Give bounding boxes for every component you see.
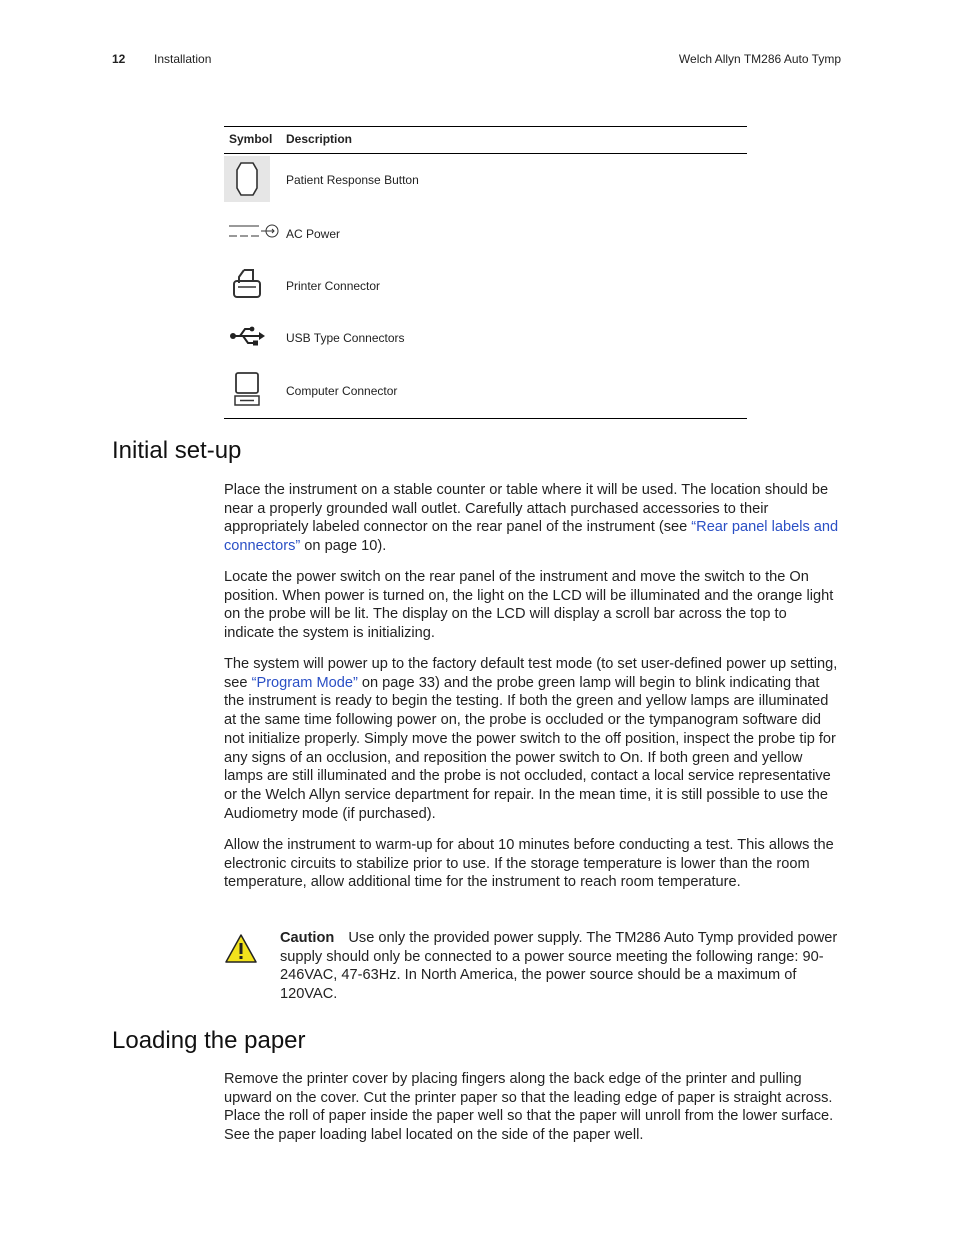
caution-label: Caution xyxy=(280,930,335,946)
document-title: Welch Allyn TM286 Auto Tymp xyxy=(678,52,841,66)
caution-text-block xyxy=(280,929,840,1004)
paragraph: Allow the instrument to warm-up for about 10 minutes before conducting a test. This allows the electronic circuits to stabilize prior to use. If the storage temperature is lower than the room temperature, allow additional time for the instrument to reach room temperature. xyxy=(224,837,834,891)
symbol-table xyxy=(224,126,747,419)
paragraph: Locate the power switch on the rear panel of the instrument and move the switch to the On position. When power is turned on, the light on the LCD will be illuminated and the orange light on the probe will be lit. The display on the LCD will display a scroll bar across the top to indicate the system is initializing. xyxy=(224,569,834,642)
caution-text: Use only the provided power supply. The TM286 Auto Tymp provided power supply should only be connected to a power source meeting the following range: 90-246VAC, 47-63Hz. In North America, the power source should be a maximum of 120VAC. xyxy=(280,930,838,1003)
caution-note xyxy=(224,929,840,1004)
paragraph: Remove the printer cover by placing fingers along the back edge of the printer and pulling upward on the cover. Cut the printer paper so that the leading edge of paper is straight across. Place the roll of paper inside the paper well so that the paper will unroll from the lower surface. See the paper loading label located on the side of the paper well. xyxy=(224,1071,834,1144)
section-heading-loading-paper: Loading the paper xyxy=(112,1027,306,1054)
paragraph-text: on page 10). xyxy=(300,538,387,555)
column-header-description: Description xyxy=(286,132,353,146)
paragraph-text: The system will power up to the factory default test mode (to set user-defined power up setting, see xyxy=(224,656,838,691)
section-name: Installation xyxy=(154,52,212,66)
patient-response-button-icon xyxy=(224,156,270,202)
paragraph-text: on page 33) and the probe green lamp will begin to blink indicating that the instrument is ready to begin the testing. If both the green and yellow lamps are illuminated at the same time following power on, the probe is occluded or the tympanogram software did not initialize properly. Simply move the power switch to the off position, inspect the probe tip for any signs of an occlusion, and reposition the power switch to On. If both green and yellow lamps are still illuminated and the probe is not occluded, contact a local service representative or the Welch Allyn service department for repair. In the mean time, it is still possible to use the Audiometry mode (if purchased). xyxy=(224,674,836,822)
usb-icon xyxy=(224,322,270,350)
table-row xyxy=(224,154,747,206)
rear-panel-link[interactable]: “Rear panel labels and connectors” xyxy=(224,519,839,555)
table-row xyxy=(224,362,747,419)
paragraph-text: Place the instrument on a stable counter or table where it will be used. The location should be near a properly grounded wall outlet. Carefully attach purchased accessories to their appropriately labeled connector on the rear panel of the instrument (see xyxy=(224,482,829,536)
table-cell-description: AC Power xyxy=(286,227,341,241)
table-cell-description: Patient Response Button xyxy=(286,173,419,187)
caution-icon xyxy=(224,933,258,964)
table-row xyxy=(224,258,747,310)
page-number: 12 xyxy=(112,52,126,66)
column-header-symbol: Symbol xyxy=(229,132,273,146)
table-row xyxy=(224,310,747,362)
paragraph xyxy=(224,655,840,823)
paragraph xyxy=(224,481,840,556)
table-cell-description: Computer Connector xyxy=(286,384,398,398)
ac-power-icon xyxy=(224,216,282,248)
printer-connector-icon xyxy=(224,266,270,302)
computer-connector-icon xyxy=(224,369,270,409)
table-header xyxy=(224,126,747,154)
program-mode-link[interactable]: “Program Mode” xyxy=(251,674,358,691)
table-cell-description: USB Type Connectors xyxy=(286,331,405,345)
section-heading-initial-setup: Initial set-up xyxy=(112,437,242,464)
table-cell-description: Printer Connector xyxy=(286,279,381,293)
table-row xyxy=(224,206,747,258)
